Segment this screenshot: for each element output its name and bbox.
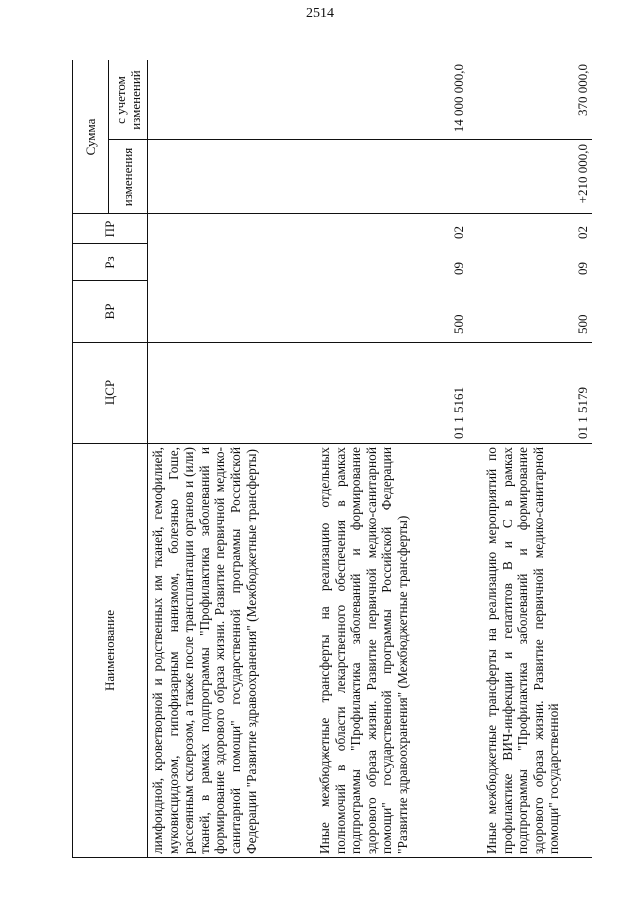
table-row-1-name: лимфоидной, кроветворной и родственных им тканей, гемофилией, муковисцидозом, гипофизарным нанизмом, болезнью Гоше, рассеянным склерозом, а также после трансплантации органов и (или) тканей, в рамках подпрограммы "Профилактика заболеваний и формирование здорового образа жизни. Развитие первичной медико-санитарной помощи" государственной программы Российской Федерации "Развитие здравоохранения" (Межбюджетные трансферты) — [150, 447, 259, 854]
table-row-2-pr: 02 — [451, 226, 466, 239]
table-row-3-csr: 01 1 5179 — [575, 387, 590, 439]
header-pr: ПР — [102, 220, 117, 238]
pr-sum-separator — [72, 213, 592, 214]
header-sum: Сумма — [82, 118, 98, 156]
table-row-3-pr: 02 — [575, 226, 590, 239]
sum-column-separator — [108, 139, 592, 140]
header-vr: ВР — [102, 303, 117, 320]
table-row-3-change: +210 000,0 — [575, 144, 590, 204]
table-row-2-rz: 09 — [451, 262, 466, 275]
budget-table — [72, 60, 592, 858]
header-csr: ЦСР — [102, 379, 117, 406]
table-row-3-vr: 500 — [575, 314, 590, 334]
table-row-3-name: Иные межбюджетные трансферты на реализацию мероприятий по профилактике ВИЧ-инфекции и гепатитов В и С в рамках подпрограммы "Профилактика заболеваний и формирование здорового образа жизни. Развитие первичной медико-санитарной помощи" государственной — [484, 447, 562, 854]
table-row-2-vr: 500 — [451, 314, 466, 334]
table-row-2-total: 14 000 000,0 — [451, 64, 466, 133]
table-row-2-name: Иные межбюджетные трансферты на реализацию отдельных полномочий в области лекарственного обеспечения в рамках подпрограммы "Профилактика заболеваний и формирование здорового образа жизни. Развитие первичной медико-санитарной помощи" государственной программы Российской Федерации "Развитие здравоохранения" (Межбюджетные трансферты) — [317, 447, 410, 854]
header-bottom-border — [147, 60, 148, 858]
header-changes: изменения — [120, 147, 135, 207]
table-row-2-csr: 01 1 5161 — [451, 387, 466, 439]
table-row-3-total: 370 000,0 — [575, 64, 590, 116]
header-rz: Рз — [102, 256, 117, 269]
column-csr — [72, 342, 592, 443]
table-row-3-rz: 09 — [575, 262, 590, 275]
header-with-changes: с учетом изменений — [112, 70, 143, 130]
page-number: 2514 — [306, 6, 334, 21]
column-vr — [72, 281, 592, 342]
header-name: Наименование — [102, 610, 117, 691]
